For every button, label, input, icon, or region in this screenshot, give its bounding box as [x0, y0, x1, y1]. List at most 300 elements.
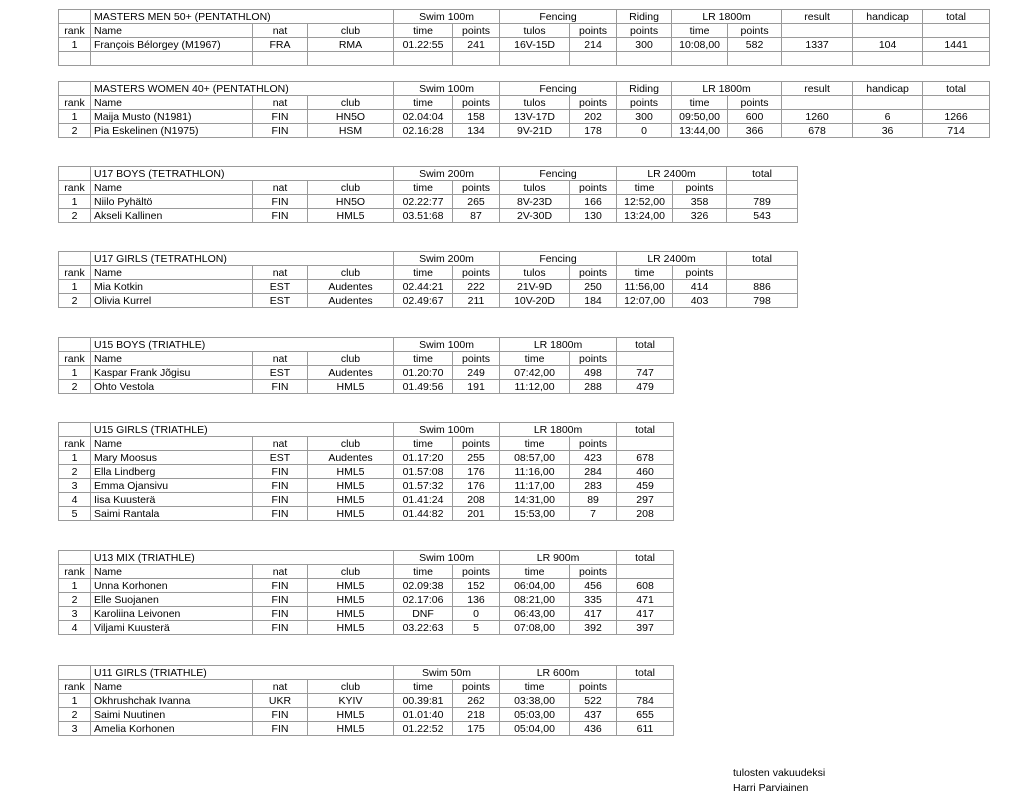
row-cell: Saimi Nuutinen — [91, 708, 253, 722]
time-label: time — [394, 352, 453, 366]
row-cell: 08:57,00 — [500, 451, 570, 465]
time-label: time — [394, 181, 453, 195]
row-cell: DNF — [394, 607, 453, 621]
tulos-label: tulos — [500, 96, 570, 110]
nat-label: nat — [253, 24, 308, 38]
swim-header: Swim 200m — [394, 167, 500, 181]
row-cell: 208 — [617, 507, 674, 521]
row-cell: FRA — [253, 38, 308, 52]
name-label: Name — [91, 680, 253, 694]
table-row — [59, 694, 674, 708]
row-cell: Unna Korhonen — [91, 579, 253, 593]
name-label: Name — [91, 565, 253, 579]
row-cell: 13:44,00 — [672, 124, 728, 138]
row-cell: FIN — [253, 579, 308, 593]
row-cell: EST — [253, 451, 308, 465]
table-row — [59, 479, 674, 493]
column-label-row — [59, 352, 674, 366]
time-label: time — [672, 24, 728, 38]
result-header: result — [782, 10, 853, 24]
row-cell: 09:50,00 — [672, 110, 728, 124]
row-cell: 789 — [727, 195, 798, 209]
row-cell: FIN — [253, 110, 308, 124]
riding-header: Riding — [617, 10, 672, 24]
rank-label: rank — [59, 181, 91, 195]
row-cell: 1266 — [923, 110, 990, 124]
rank-label: rank — [59, 565, 91, 579]
row-cell: 1441 — [923, 38, 990, 52]
time-label: time — [500, 437, 570, 451]
table-row — [59, 294, 798, 308]
table-row — [59, 38, 990, 52]
row-cell: 498 — [570, 366, 617, 380]
time-label: time — [617, 181, 673, 195]
row-cell: 03.51:68 — [394, 209, 453, 223]
points-label: points — [570, 680, 617, 694]
row-cell: 01.44:82 — [394, 507, 453, 521]
row-cell: 13:24,00 — [617, 209, 673, 223]
section-header-row — [59, 423, 674, 437]
row-cell: 358 — [673, 195, 727, 209]
club-label: club — [308, 96, 394, 110]
section-title: MASTERS MEN 50+ (PENTATHLON) — [91, 10, 394, 24]
riding-header: Riding — [617, 82, 672, 96]
signature-line-2: Harri Parviainen — [733, 782, 809, 794]
points-label: points — [453, 565, 500, 579]
row-cell: 886 — [727, 280, 798, 294]
row-cell: EST — [253, 366, 308, 380]
row-cell: Okhrushchak Ivanna — [91, 694, 253, 708]
row-cell: 13V-17D — [500, 110, 570, 124]
row-cell: 175 — [453, 722, 500, 736]
row-cell: 326 — [673, 209, 727, 223]
row-cell: 608 — [617, 579, 674, 593]
empty-cell — [617, 680, 674, 694]
row-cell: Amelia Korhonen — [91, 722, 253, 736]
club-label: club — [308, 352, 394, 366]
club-label: club — [308, 437, 394, 451]
swim-header: Swim 100m — [394, 10, 500, 24]
row-cell: HSM — [308, 124, 394, 138]
row-cell: HML5 — [308, 209, 394, 223]
row-cell: Iisa Kuusterä — [91, 493, 253, 507]
points-label: points — [453, 680, 500, 694]
tulos-label: tulos — [500, 266, 570, 280]
row-cell: 3 — [59, 479, 91, 493]
row-cell: 02.49:67 — [394, 294, 453, 308]
empty-cell — [570, 52, 617, 66]
row-cell: KYIV — [308, 694, 394, 708]
name-label: Name — [91, 437, 253, 451]
empty-cell — [394, 52, 453, 66]
row-cell: 4 — [59, 493, 91, 507]
points-label: points — [570, 437, 617, 451]
row-cell: FIN — [253, 209, 308, 223]
row-cell: 01.01:40 — [394, 708, 453, 722]
time-label: time — [394, 24, 453, 38]
row-cell: HML5 — [308, 507, 394, 521]
row-cell: 7 — [570, 507, 617, 521]
row-cell: FIN — [253, 708, 308, 722]
table-row — [59, 124, 990, 138]
points-label: points — [673, 266, 727, 280]
row-cell: 600 — [728, 110, 782, 124]
swim-header: Swim 100m — [394, 338, 500, 352]
row-cell: 1 — [59, 280, 91, 294]
blank-row — [59, 52, 990, 66]
table-row — [59, 621, 674, 635]
run-header: LR 1800m — [500, 423, 617, 437]
row-cell: FIN — [253, 722, 308, 736]
run-header: LR 600m — [500, 666, 617, 680]
row-cell: 87 — [453, 209, 500, 223]
row-cell: 02.04:04 — [394, 110, 453, 124]
row-cell: Mary Moosus — [91, 451, 253, 465]
row-cell: Niilo Pyhältö — [91, 195, 253, 209]
section-header-row — [59, 666, 674, 680]
row-cell: 1 — [59, 694, 91, 708]
points-label: points — [453, 266, 500, 280]
time-label: time — [394, 437, 453, 451]
row-cell: 611 — [617, 722, 674, 736]
row-cell: FIN — [253, 621, 308, 635]
section-title: U15 GIRLS (TRIATHLE) — [91, 423, 394, 437]
row-cell: Elle Suojanen — [91, 593, 253, 607]
row-cell: 08:21,00 — [500, 593, 570, 607]
row-cell: 158 — [453, 110, 500, 124]
points-label: points — [453, 96, 500, 110]
row-cell: 297 — [617, 493, 674, 507]
points-label: points — [570, 266, 617, 280]
row-cell: FIN — [253, 507, 308, 521]
time-label: time — [500, 352, 570, 366]
swim-header: Swim 50m — [394, 666, 500, 680]
points-label: points — [453, 181, 500, 195]
points-label: points — [617, 96, 672, 110]
empty-cell — [59, 666, 91, 680]
empty-cell — [853, 96, 923, 110]
run-header: LR 2400m — [617, 167, 727, 181]
section-header-row — [59, 551, 674, 565]
section-header-row — [59, 82, 990, 96]
column-label-row — [59, 565, 674, 579]
row-cell: Audentes — [308, 451, 394, 465]
rank-label: rank — [59, 352, 91, 366]
empty-cell — [853, 52, 923, 66]
row-cell: 1 — [59, 451, 91, 465]
empty-cell — [308, 52, 394, 66]
row-cell: 456 — [570, 579, 617, 593]
row-cell: HN5O — [308, 110, 394, 124]
row-cell: FIN — [253, 380, 308, 394]
name-label: Name — [91, 352, 253, 366]
rank-label: rank — [59, 680, 91, 694]
row-cell: 02.16:28 — [394, 124, 453, 138]
empty-cell — [728, 52, 782, 66]
row-cell: 10:08,00 — [672, 38, 728, 52]
club-label: club — [308, 181, 394, 195]
row-cell: 01.20:70 — [394, 366, 453, 380]
row-cell: Viljami Kuusterä — [91, 621, 253, 635]
column-label-row — [59, 680, 674, 694]
points-label: points — [570, 96, 617, 110]
row-cell: Olivia Kurrel — [91, 294, 253, 308]
row-cell: 00.39:81 — [394, 694, 453, 708]
points-label: points — [570, 352, 617, 366]
table-row — [59, 195, 798, 209]
row-cell: HML5 — [308, 493, 394, 507]
row-cell: EST — [253, 294, 308, 308]
row-cell: 21V-9D — [500, 280, 570, 294]
time-label: time — [394, 680, 453, 694]
empty-cell — [923, 96, 990, 110]
swim-header: Swim 100m — [394, 82, 500, 96]
table-row — [59, 507, 674, 521]
points-label: points — [453, 24, 500, 38]
row-cell: 798 — [727, 294, 798, 308]
row-cell: HML5 — [308, 593, 394, 607]
row-cell: 02.22:77 — [394, 195, 453, 209]
row-cell: 241 — [453, 38, 500, 52]
row-cell: 265 — [453, 195, 500, 209]
row-cell: 1 — [59, 579, 91, 593]
empty-cell — [853, 24, 923, 38]
total-header: total — [923, 82, 990, 96]
section-header-row — [59, 167, 798, 181]
row-cell: 03:38,00 — [500, 694, 570, 708]
row-cell: 136 — [453, 593, 500, 607]
row-cell: Ella Lindberg — [91, 465, 253, 479]
row-cell: FIN — [253, 124, 308, 138]
name-label: Name — [91, 24, 253, 38]
row-cell: 14:31,00 — [500, 493, 570, 507]
row-cell: 423 — [570, 451, 617, 465]
row-cell: 2 — [59, 380, 91, 394]
row-cell: 543 — [727, 209, 798, 223]
section-header-row — [59, 10, 990, 24]
row-cell: 366 — [728, 124, 782, 138]
handicap-header: handicap — [853, 10, 923, 24]
run-header: LR 900m — [500, 551, 617, 565]
row-cell: 460 — [617, 465, 674, 479]
results-table-masters-women-40 — [58, 81, 990, 138]
row-cell: 05:04,00 — [500, 722, 570, 736]
nat-label: nat — [253, 437, 308, 451]
row-cell: Akseli Kallinen — [91, 209, 253, 223]
total-header: total — [923, 10, 990, 24]
row-cell: HML5 — [308, 708, 394, 722]
section-title: U11 GIRLS (TRIATHLE) — [91, 666, 394, 680]
row-cell: FIN — [253, 493, 308, 507]
row-cell: 288 — [570, 380, 617, 394]
results-table-u13-mix — [58, 550, 674, 635]
points-label: points — [570, 181, 617, 195]
points-label: points — [453, 437, 500, 451]
row-cell: 130 — [570, 209, 617, 223]
row-cell: 184 — [570, 294, 617, 308]
nat-label: nat — [253, 96, 308, 110]
club-label: club — [308, 565, 394, 579]
time-label: time — [617, 266, 673, 280]
empty-cell — [617, 565, 674, 579]
row-cell: 02.17:06 — [394, 593, 453, 607]
column-label-row — [59, 96, 990, 110]
points-label: points — [617, 24, 672, 38]
row-cell: 12:07,00 — [617, 294, 673, 308]
section-title: U15 BOYS (TRIATHLE) — [91, 338, 394, 352]
row-cell: 0 — [617, 124, 672, 138]
row-cell: Emma Ojansivu — [91, 479, 253, 493]
row-cell: 255 — [453, 451, 500, 465]
row-cell: UKR — [253, 694, 308, 708]
points-label: points — [453, 352, 500, 366]
row-cell: 1337 — [782, 38, 853, 52]
row-cell: 392 — [570, 621, 617, 635]
club-label: club — [308, 266, 394, 280]
row-cell: Maija Musto (N1981) — [91, 110, 253, 124]
total-header: total — [727, 167, 798, 181]
rank-label: rank — [59, 24, 91, 38]
row-cell: Mia Kotkin — [91, 280, 253, 294]
row-cell: 414 — [673, 280, 727, 294]
signature-line-1: tulosten vakuudeksi — [733, 767, 826, 779]
row-cell: 678 — [617, 451, 674, 465]
row-cell: 36 — [853, 124, 923, 138]
empty-cell — [59, 338, 91, 352]
result-header: result — [782, 82, 853, 96]
run-header: LR 1800m — [500, 338, 617, 352]
row-cell: 214 — [570, 38, 617, 52]
row-cell: 01.22:52 — [394, 722, 453, 736]
row-cell: 3 — [59, 722, 91, 736]
fencing-header: Fencing — [500, 82, 617, 96]
row-cell: FIN — [253, 465, 308, 479]
row-cell: 01.57:08 — [394, 465, 453, 479]
row-cell: Audentes — [308, 280, 394, 294]
row-cell: HML5 — [308, 479, 394, 493]
row-cell: 89 — [570, 493, 617, 507]
row-cell: 2 — [59, 124, 91, 138]
row-cell: 249 — [453, 366, 500, 380]
row-cell: 12:52,00 — [617, 195, 673, 209]
row-cell: RMA — [308, 38, 394, 52]
row-cell: 02.09:38 — [394, 579, 453, 593]
row-cell: 2 — [59, 465, 91, 479]
row-cell: 582 — [728, 38, 782, 52]
table-row — [59, 579, 674, 593]
total-header: total — [727, 252, 798, 266]
row-cell: 11:12,00 — [500, 380, 570, 394]
empty-cell — [59, 10, 91, 24]
empty-cell — [91, 52, 253, 66]
row-cell: Pia Eskelinen (N1975) — [91, 124, 253, 138]
row-cell: 16V-15D — [500, 38, 570, 52]
empty-cell — [500, 52, 570, 66]
row-cell: FIN — [253, 593, 308, 607]
row-cell: Kaspar Frank Jõgisu — [91, 366, 253, 380]
row-cell: 284 — [570, 465, 617, 479]
row-cell: 2 — [59, 708, 91, 722]
column-label-row — [59, 181, 798, 195]
row-cell: HML5 — [308, 722, 394, 736]
row-cell: 1 — [59, 195, 91, 209]
row-cell: HML5 — [308, 465, 394, 479]
row-cell: 437 — [570, 708, 617, 722]
empty-cell — [923, 52, 990, 66]
time-label: time — [500, 680, 570, 694]
row-cell: 01.22:55 — [394, 38, 453, 52]
points-label: points — [673, 181, 727, 195]
row-cell: 471 — [617, 593, 674, 607]
row-cell: 459 — [617, 479, 674, 493]
row-cell: 02.44:21 — [394, 280, 453, 294]
row-cell: 03.22:63 — [394, 621, 453, 635]
row-cell: 05:03,00 — [500, 708, 570, 722]
row-cell: 8V-23D — [500, 195, 570, 209]
row-cell: 15:53,00 — [500, 507, 570, 521]
row-cell: 300 — [617, 38, 672, 52]
row-cell: FIN — [253, 195, 308, 209]
table-row — [59, 366, 674, 380]
row-cell: Saimi Rantala — [91, 507, 253, 521]
time-label: time — [672, 96, 728, 110]
tulos-label: tulos — [500, 24, 570, 38]
row-cell: 436 — [570, 722, 617, 736]
row-cell: 166 — [570, 195, 617, 209]
row-cell: HML5 — [308, 621, 394, 635]
table-row — [59, 451, 674, 465]
row-cell: 417 — [617, 607, 674, 621]
table-row — [59, 280, 798, 294]
empty-cell — [727, 181, 798, 195]
results-table-masters-men-50 — [58, 9, 990, 66]
section-header-row — [59, 252, 798, 266]
empty-cell — [727, 266, 798, 280]
row-cell: 10V-20D — [500, 294, 570, 308]
points-label: points — [728, 24, 782, 38]
row-cell: 714 — [923, 124, 990, 138]
row-cell: 11:16,00 — [500, 465, 570, 479]
total-header: total — [617, 423, 674, 437]
run-header: LR 1800m — [672, 82, 782, 96]
row-cell: 06:43,00 — [500, 607, 570, 621]
row-cell: 678 — [782, 124, 853, 138]
row-cell: 479 — [617, 380, 674, 394]
table-row — [59, 708, 674, 722]
table-row — [59, 722, 674, 736]
empty-cell — [59, 551, 91, 565]
row-cell: 218 — [453, 708, 500, 722]
table-row — [59, 380, 674, 394]
row-cell: 1 — [59, 38, 91, 52]
row-cell: 262 — [453, 694, 500, 708]
club-label: club — [308, 24, 394, 38]
total-header: total — [617, 551, 674, 565]
nat-label: nat — [253, 680, 308, 694]
empty-cell — [923, 24, 990, 38]
row-cell: 300 — [617, 110, 672, 124]
row-cell: François Bélorgey (M1967) — [91, 38, 253, 52]
tulos-label: tulos — [500, 181, 570, 195]
row-cell: 417 — [570, 607, 617, 621]
table-row — [59, 493, 674, 507]
nat-label: nat — [253, 565, 308, 579]
row-cell: 06:04,00 — [500, 579, 570, 593]
fencing-header: Fencing — [500, 10, 617, 24]
section-header-row — [59, 338, 674, 352]
points-label: points — [570, 24, 617, 38]
empty-cell — [617, 437, 674, 451]
